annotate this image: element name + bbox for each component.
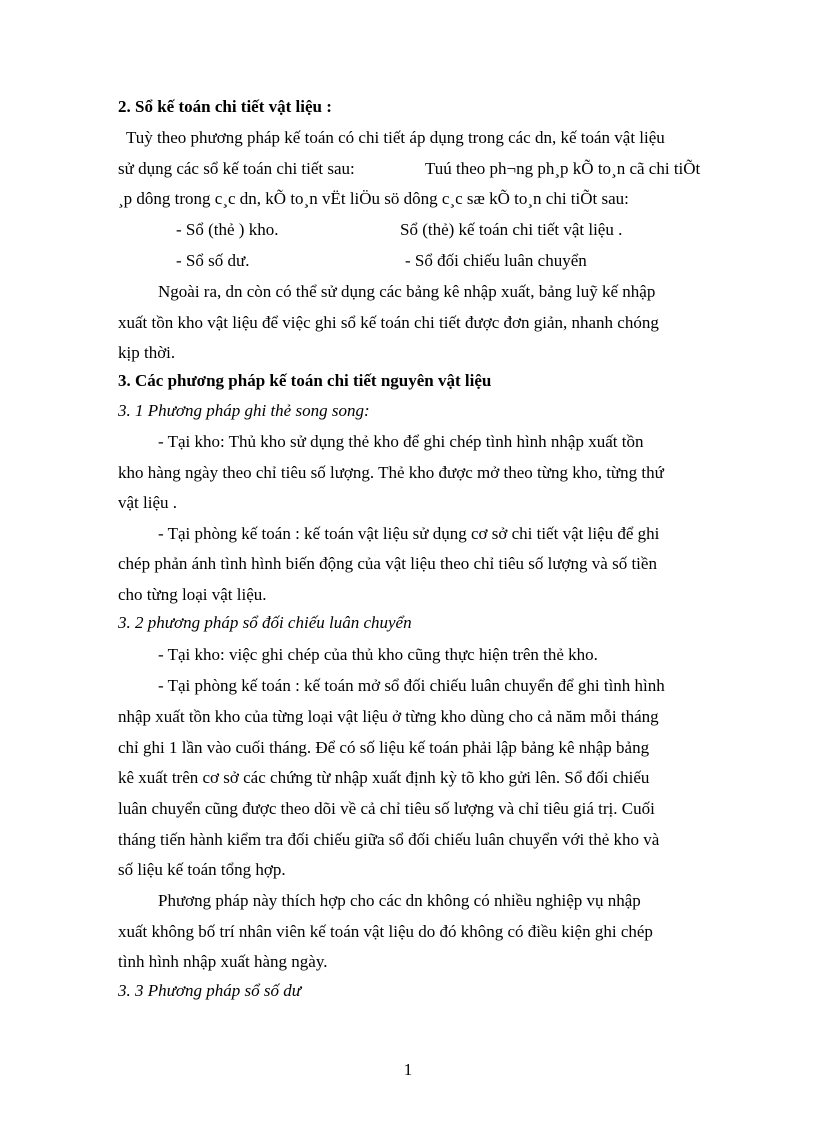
paragraph-line: kịp thời. bbox=[118, 343, 176, 362]
paragraph-line: cho từng loại vật liệu. bbox=[118, 585, 267, 604]
paragraph-line: số liệu kế toán tổng hợp. bbox=[118, 860, 286, 879]
section-heading-3: 3. Các phương pháp kế toán chi tiết nguyên vật liệu bbox=[118, 371, 492, 390]
garbled-text-line: Tuú theo ph¬ng ph¸p kÕ to¸n cã chi tiÕt bbox=[425, 159, 701, 178]
paragraph-line: - Tại phòng kế toán : kế toán mở sổ đối chiếu luân chuyển để ghi tình hình bbox=[158, 676, 665, 695]
paragraph-line: - Tại kho: việc ghi chép của thủ kho cũng thực hiện trên thẻ kho. bbox=[158, 645, 598, 664]
list-item: Sổ (thẻ) kế toán chi tiết vật liệu . bbox=[400, 220, 623, 239]
paragraph-line: luân chuyển cũng được theo dõi về cả chỉ tiêu số lượng và chỉ tiêu giá trị. Cuối bbox=[118, 799, 655, 818]
paragraph-line: Ngoài ra, dn còn có thể sử dụng các bảng kê nhập xuất, bảng luỹ kế nhập bbox=[158, 282, 656, 301]
paragraph-line: xuất không bố trí nhân viên kế toán vật liệu do đó không có điều kiện ghi chép bbox=[118, 922, 653, 941]
list-item: - Sổ đối chiếu luân chuyển bbox=[405, 251, 587, 270]
page-number: 1 bbox=[403, 1060, 413, 1079]
subsection-heading: 3. 1 Phương pháp ghi thẻ song song: bbox=[118, 401, 370, 420]
paragraph-line: tháng tiến hành kiểm tra đối chiếu giữa sổ đối chiếu luân chuyển với thẻ kho và bbox=[118, 830, 660, 849]
paragraph-line: vật liệu . bbox=[118, 493, 178, 512]
paragraph-line: - Tại phòng kế toán : kế toán vật liệu sử dụng cơ sở chi tiết vật liệu để ghi bbox=[158, 524, 660, 543]
paragraph-line: tình hình nhập xuất hàng ngày. bbox=[118, 952, 328, 971]
list-item: - Sổ (thẻ ) kho. bbox=[176, 220, 279, 239]
paragraph-line: chép phản ánh tình hình biến động của vật liệu theo chỉ tiêu số lượng và số tiền bbox=[118, 554, 657, 573]
paragraph-line: nhập xuất tồn kho của từng loại vật liệu ở từng kho dùng cho cả năm mỗi tháng bbox=[118, 707, 659, 726]
paragraph-line: kê xuất trên cơ sở các chứng từ nhập xuất định kỳ tõ kho gửi lên. Sổ đối chiếu bbox=[118, 768, 650, 787]
paragraph-line: sử dụng các sổ kế toán chi tiết sau: bbox=[118, 159, 355, 178]
subsection-heading: 3. 2 phương pháp sổ đối chiếu luân chuyển bbox=[118, 613, 412, 632]
paragraph-line: xuất tồn kho vật liệu để việc ghi sổ kế toán chi tiết được đơn giản, nhanh chóng bbox=[118, 313, 659, 332]
paragraph-line: chỉ ghi 1 lần vào cuối tháng. Để có số liệu kế toán phải lập bảng kê nhập bảng bbox=[118, 738, 650, 757]
subsection-heading: 3. 3 Phương pháp sổ số dư bbox=[118, 981, 301, 1000]
paragraph-line: kho hàng ngày theo chỉ tiêu số lượng. Thẻ kho được mở theo từng kho, từng thứ bbox=[118, 463, 664, 482]
paragraph-line: - Tại kho: Thủ kho sử dụng thẻ kho để ghi chép tình hình nhập xuất tồn bbox=[158, 432, 644, 451]
list-item: - Sổ số dư. bbox=[176, 251, 250, 270]
paragraph-line: Tuỳ theo phương pháp kế toán có chi tiết áp dụng trong các dn, kế toán vật liệu bbox=[126, 128, 665, 147]
garbled-text-line: ¸p dông trong c¸c dn, kÕ to¸n vËt liÖu sö dông c¸c sæ kÕ to¸n chi tiÕt sau: bbox=[118, 189, 629, 208]
section-heading-2: 2. Sổ kế toán chi tiết vật liệu : bbox=[118, 97, 332, 116]
paragraph-line: Phương pháp này thích hợp cho các dn không có nhiều nghiệp vụ nhập bbox=[158, 891, 641, 910]
